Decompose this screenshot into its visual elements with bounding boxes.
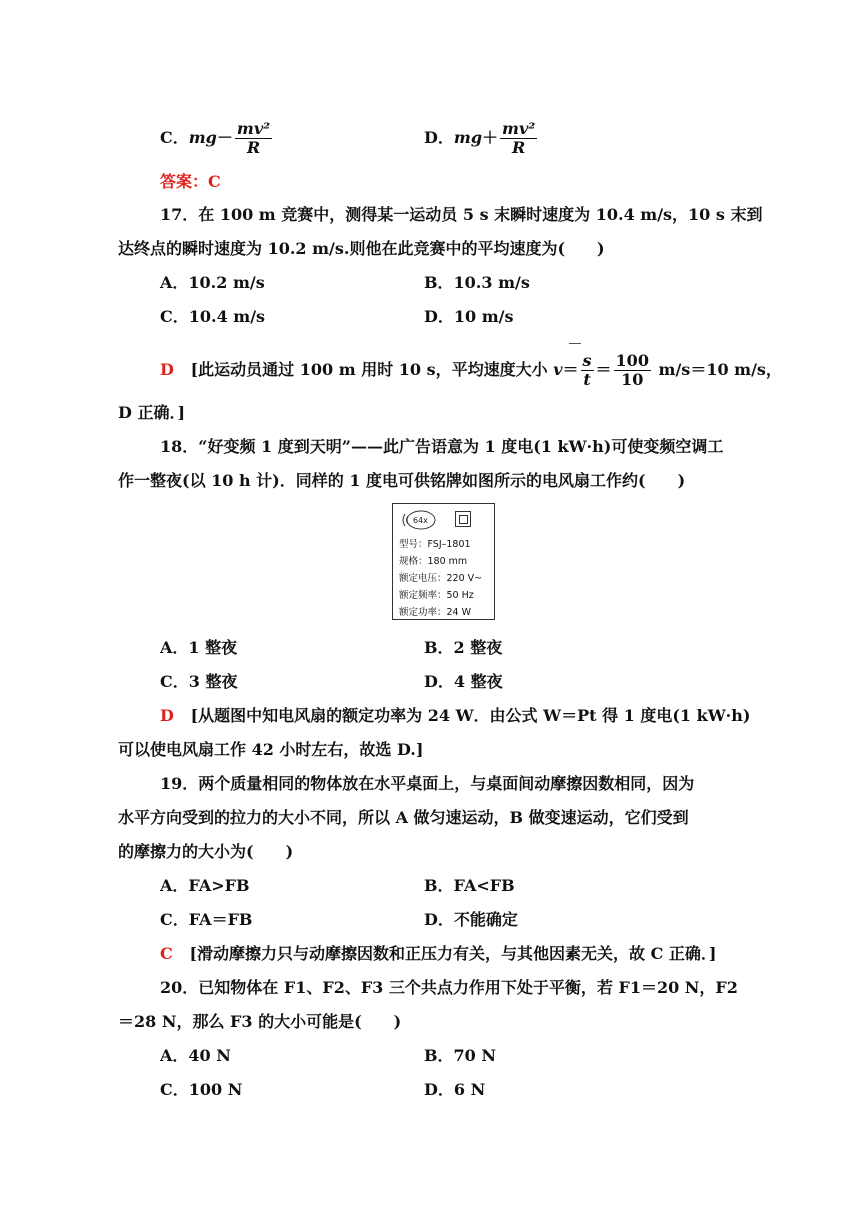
q18-text-line1: 18．“好变频 1 度到天明”——此广告语意为 1 度电(1 kW·h)可使变频空调工 (160, 437, 724, 456)
q19-option-c: C．FA＝FB (160, 910, 253, 929)
plate-power: 额定功率：24 W (399, 607, 472, 618)
q17-option-d: D．10 m/s (424, 307, 514, 326)
q20-text-line1: 20．已知物体在 F1、F2、F3 三个共点力作用下处于平衡，若 F1＝20 N，F2 (160, 978, 738, 997)
q16-option-d: D．mg＋ $\frac{\text{mv²}}{R}$ (424, 119, 536, 157)
plate-voltage: 额定电压：220 V~ (399, 573, 483, 584)
q17-option-a: A．10.2 m/s (160, 273, 265, 292)
q20-option-a: A．40 N (160, 1046, 231, 1065)
q20-option-c: C．100 N (160, 1080, 243, 1099)
q18-text-line2: 作一整夜(以 10 h 计)．同样的 1 度电可供铭牌如图所示的电风扇工作约( ) (118, 471, 686, 490)
q20-option-b: B．70 N (424, 1046, 496, 1065)
q19-text-line3: 的摩擦力的大小为( ) (118, 842, 294, 861)
q16-answer: 答案：C (160, 172, 221, 191)
q19-solution: C [滑动摩擦力只与动摩擦因数和正压力有关，与其他因素无关，故 C 正确．] (160, 944, 717, 963)
q19-text-line1: 19．两个质量相同的物体放在水平桌面上，与桌面间动摩擦因数相同，因为 (160, 774, 695, 793)
v-bar-mark (569, 343, 581, 344)
q20-option-d: D．6 N (424, 1080, 486, 1099)
q19-option-a: A．FA>FB (160, 876, 250, 895)
q18-solution-line1: D [从题图中知电风扇的额定功率为 24 W．由公式 W＝Pt 得 1 度电(1 kW·h) (160, 706, 751, 725)
q18-solution-line2: 可以使电风扇工作 42 小时左右，故选 D.] (118, 740, 424, 759)
q18-option-a: A．1 整夜 (160, 638, 238, 657)
fan-nameplate (392, 503, 495, 620)
q17-solution-line2: D 正确．] (118, 403, 186, 422)
certification-logo-icon (399, 508, 439, 532)
q19-text-line2: 水平方向受到的拉力的大小不同，所以 A 做匀速运动，B 做变速运动，它们受到 (118, 808, 689, 827)
q19-option-d: D．不能确定 (424, 910, 518, 929)
q20-text-line2: ＝28 N，那么 F3 的大小可能是( ) (118, 1012, 402, 1031)
plate-spec: 规格：180 mm (399, 556, 468, 567)
q17-text-line2: 达终点的瞬时速度为 10.2 m/s.则他在此竞赛中的平均速度为( ) (118, 239, 605, 258)
q17-solution-line1: D [此运动员通过 100 m 用时 10 s，平均速度大小 v＝ $\frac{s}{t}$ ＝ $\frac{100}{10}$ m/s＝10 m/s， (160, 351, 782, 389)
plate-model: 型号：FSJ–1801 (399, 539, 471, 550)
double-insulation-icon (455, 511, 471, 527)
plate-frequency: 额定频率：50 Hz (399, 590, 474, 601)
q19-option-b: B．FA<FB (424, 876, 515, 895)
q17-option-c: C．10.4 m/s (160, 307, 266, 326)
logo-text: 64x (413, 516, 428, 525)
q16-option-c: C．mg－ $\frac{\text{mv²}}{R}$ (160, 119, 271, 157)
q17-text-line1: 17．在 100 m 竞赛中，测得某一运动员 5 s 末瞬时速度为 10.4 m/s，10 s 末到 (160, 205, 763, 224)
q18-option-c: C．3 整夜 (160, 672, 238, 691)
q18-option-d: D．4 整夜 (424, 672, 503, 691)
q17-option-b: B．10.3 m/s (424, 273, 530, 292)
q18-option-b: B．2 整夜 (424, 638, 503, 657)
